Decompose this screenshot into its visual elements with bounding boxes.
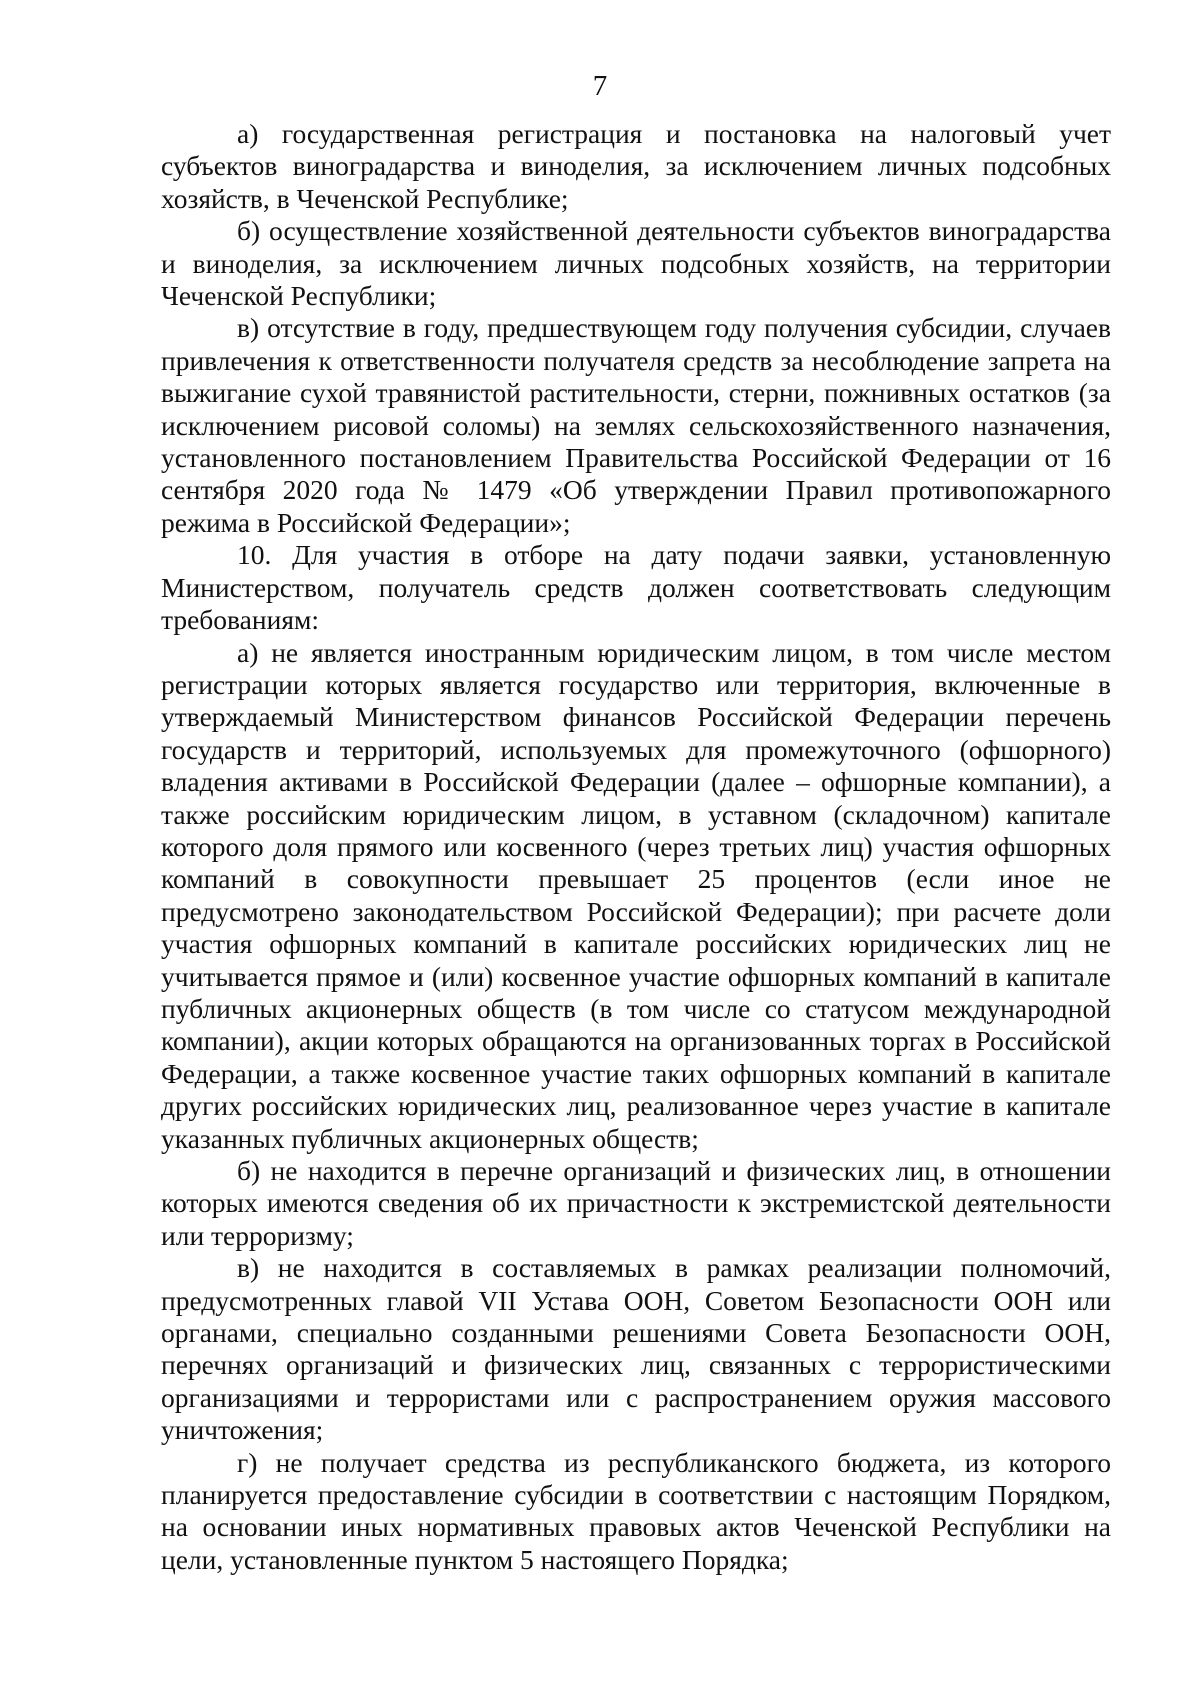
page-number: 7 (592, 70, 608, 102)
document-body (161, 118, 1111, 1576)
paragraph-subitem-b-activity: б) осуществление хозяйственной деятельности субъектов виноградарства и виноделия, за исключением личных подсобных хозяйств, на территории Чеченской Республики; (161, 215, 1111, 312)
paragraph-subitem-v-burning-ban: в) отсутствие в году, предшествующем году получения субсидии, случаев привлечения к ответственности получателя средств за несоблюдение запрета на выжигание сухой травянистой растительности, стерни, пожнивных остатков (за исключением рисовой соломы) на землях сельскохозяйственного назначения, установленного постановлением Правительства Российской Федерации от 16 сентября 2020 года № 1479 «Об утверждении Правил противопожарного режима в Российской Федерации»; (161, 312, 1111, 538)
paragraph-subitem-g-budget: г) не получает средства из республиканского бюджета, из которого планируется предоставление субсидии в соответствии с настоящим Порядком, на основании иных нормативных правовых актов Чеченской Республики на цели, установленные пунктом 5 настоящего Порядка; (161, 1446, 1111, 1575)
paragraph-subitem-v-un-lists: в) не находится в составляемых в рамках реализации полномочий, предусмотренных главой VII Устава ООН, Советом Безопасности ООН или органами, специально созданными решениями Совета Безопасности ООН, перечнях организаций и физических лиц, связанных с террористическими организациями и террористами или с распространением оружия массового уничтожения; (161, 1252, 1111, 1446)
paragraph-subitem-a-offshore: а) не является иностранным юридическим лицом, в том числе местом регистрации которых является государство или территория, включенные в утверждаемый Министерством финансов Российской Федерации перечень государств и территорий, используемых для промежуточного (офшорного) владения активами в Российской Федерации (далее – офшорные компании), а также российским юридическим лицом, в уставном (складочном) капитале которого доля прямого или косвенного (через третьих лиц) участия офшорных компаний в совокупности превышает 25 процентов (если иное не предусмотрено законодательством Российской Федерации); при расчете доли участия офшорных компаний в капитале российских юридических лиц не учитывается прямое и (или) косвенное участие офшорных компаний в капитале публичных акционерных обществ (в том числе со статусом международной компании), акции которых обращаются на организованных торгах в Российской Федерации, а также косвенное участие таких офшорных компаний в капитале других российских юридических лиц, реализованное через участие в капитале указанных публичных акционерных обществ; (161, 636, 1111, 1154)
paragraph-subitem-b-extremism: б) не находится в перечне организаций и физических лиц, в отношении которых имеются сведения об их причастности к экстремистской деятельности или терроризму; (161, 1155, 1111, 1251)
paragraph-subitem-a-registration: а) государственная регистрация и постановка на налоговый учет субъектов виноградарства и виноделия, за исключением личных подсобных хозяйств, в Чеченской Республике; (161, 118, 1111, 214)
paragraph-item-10-requirements: 10. Для участия в отборе на дату подачи заявки, установленную Министерством, получатель средств должен соответствовать следующим требованиям: (161, 539, 1111, 636)
